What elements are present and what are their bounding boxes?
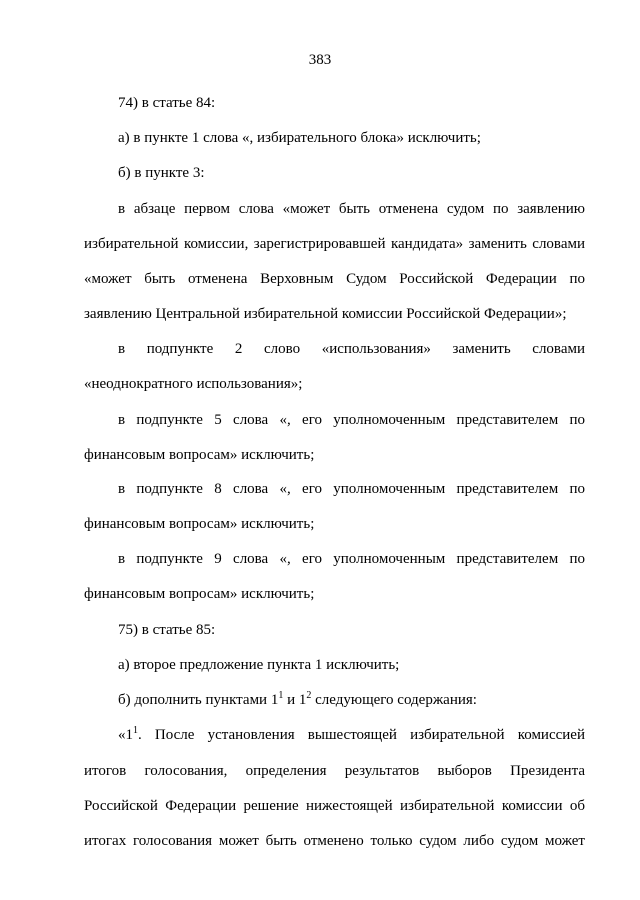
paragraph-line: «может быть отменена Верховным Судом Российской Федерации по: [84, 271, 585, 287]
paragraph-line: заявлению Центральной избирательной комиссии Российской Федерации»;: [84, 306, 567, 322]
paragraph-line: «$1^1$. После установления вышестоящей избирательной комиссией: [118, 725, 585, 743]
paragraph-line: в абзаце первом слова «может быть отменена судом по заявлению: [118, 201, 585, 217]
page-number: 383: [308, 52, 332, 68]
paragraph-line: в подпункте 9 слова «, его уполномоченным представителем по: [118, 551, 585, 567]
item-75-heading: 75) в статье 85:: [118, 622, 216, 638]
paragraph-line: в подпункте 2 слово «использования» заменить словами: [118, 341, 585, 357]
paragraph-line: Российской Федерации решение нижестоящей избирательной комиссии об: [84, 798, 585, 814]
paragraph-line: избирательной комиссии, зарегистрировавшей кандидата» заменить словами: [84, 236, 585, 252]
paragraph-line: финансовым вопросам» исключить;: [84, 586, 315, 602]
paragraph-line: итогах голосования может быть отменено только судом либо судом может: [84, 833, 585, 849]
item-75-a: а) второе предложение пункта 1 исключить;: [118, 657, 400, 673]
item-75-b: б) дополнить пунктами $1^1$ и $1^2$ следующего содержания:: [118, 690, 477, 708]
paragraph-line: в подпункте 5 слова «, его уполномоченным представителем по: [118, 412, 585, 428]
paragraph-line: в подпункте 8 слова «, его уполномоченным представителем по: [118, 481, 585, 497]
paragraph-line: финансовым вопросам» исключить;: [84, 516, 315, 532]
item-74-b: б) в пункте 3:: [118, 165, 205, 181]
paragraph-line: итогов голосования, определения результатов выборов Президента: [84, 763, 585, 779]
paragraph-line: финансовым вопросам» исключить;: [84, 447, 315, 463]
item-74-heading: 74) в статье 84:: [118, 95, 216, 111]
item-74-a: а) в пункте 1 слова «, избирательного блока» исключить;: [118, 130, 481, 146]
paragraph-line: «неоднократного использования»;: [84, 376, 303, 392]
